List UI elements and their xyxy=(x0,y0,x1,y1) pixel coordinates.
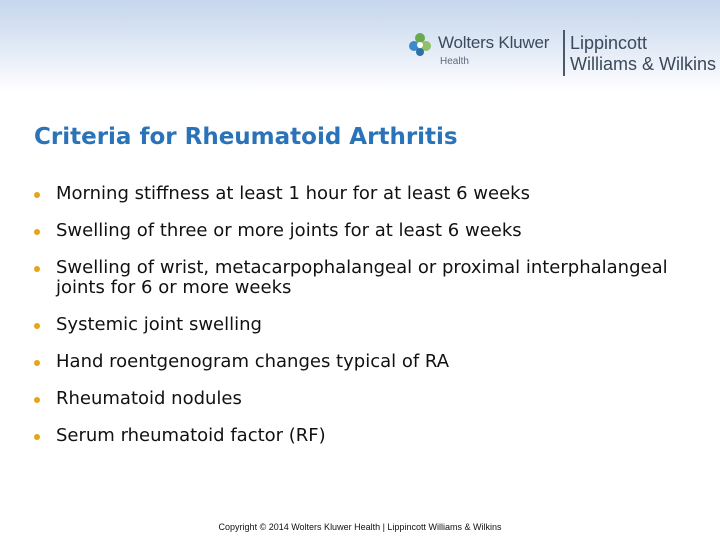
list-item xyxy=(30,258,690,298)
williams-wilkins-label: Williams & Wilkins xyxy=(570,54,716,74)
slide-title: Criteria for Rheumatoid Arthritis xyxy=(34,124,458,150)
bullet-icon xyxy=(34,266,40,272)
bullet-icon xyxy=(34,397,40,403)
list-item xyxy=(30,426,690,446)
list-item-text: Serum rheumatoid factor (RF) xyxy=(56,425,326,446)
list-item xyxy=(30,221,690,241)
list-item-text: Swelling of three or more joints for at least 6 weeks xyxy=(56,220,522,241)
bullet-icon xyxy=(34,229,40,235)
list-item-text: Hand roentgenogram changes typical of RA xyxy=(56,351,450,372)
list-item xyxy=(30,389,690,409)
list-item-text: Rheumatoid nodules xyxy=(56,388,242,409)
bullet-icon xyxy=(34,360,40,366)
lippincott-label: Lippincott xyxy=(570,33,648,53)
list-item-text: Morning stiffness at least 1 hour for at least 6 weeks xyxy=(56,183,530,204)
wolters-kluwer-name: Wolters Kluwer xyxy=(438,33,550,52)
list-item xyxy=(30,315,690,335)
health-label: Health xyxy=(440,56,469,67)
bullet-icon xyxy=(34,434,40,440)
list-item-text: Swelling of wrist, metacarpophalangeal or proximal interphalangeal joints for 6 or more weeks xyxy=(56,257,668,298)
list-item-text: Systemic joint swelling xyxy=(56,314,262,335)
copyright-footer: Copyright © 2014 Wolters Kluwer Health | Lippincott Williams & Wilkins xyxy=(218,522,502,532)
list-item xyxy=(30,352,690,372)
bullet-icon xyxy=(34,192,40,198)
logo-divider xyxy=(563,30,565,76)
list-item xyxy=(30,184,690,204)
publisher-logo xyxy=(406,28,716,80)
wolters-kluwer-emblem-icon xyxy=(406,30,434,58)
criteria-list xyxy=(30,184,690,463)
bullet-icon xyxy=(34,323,40,329)
